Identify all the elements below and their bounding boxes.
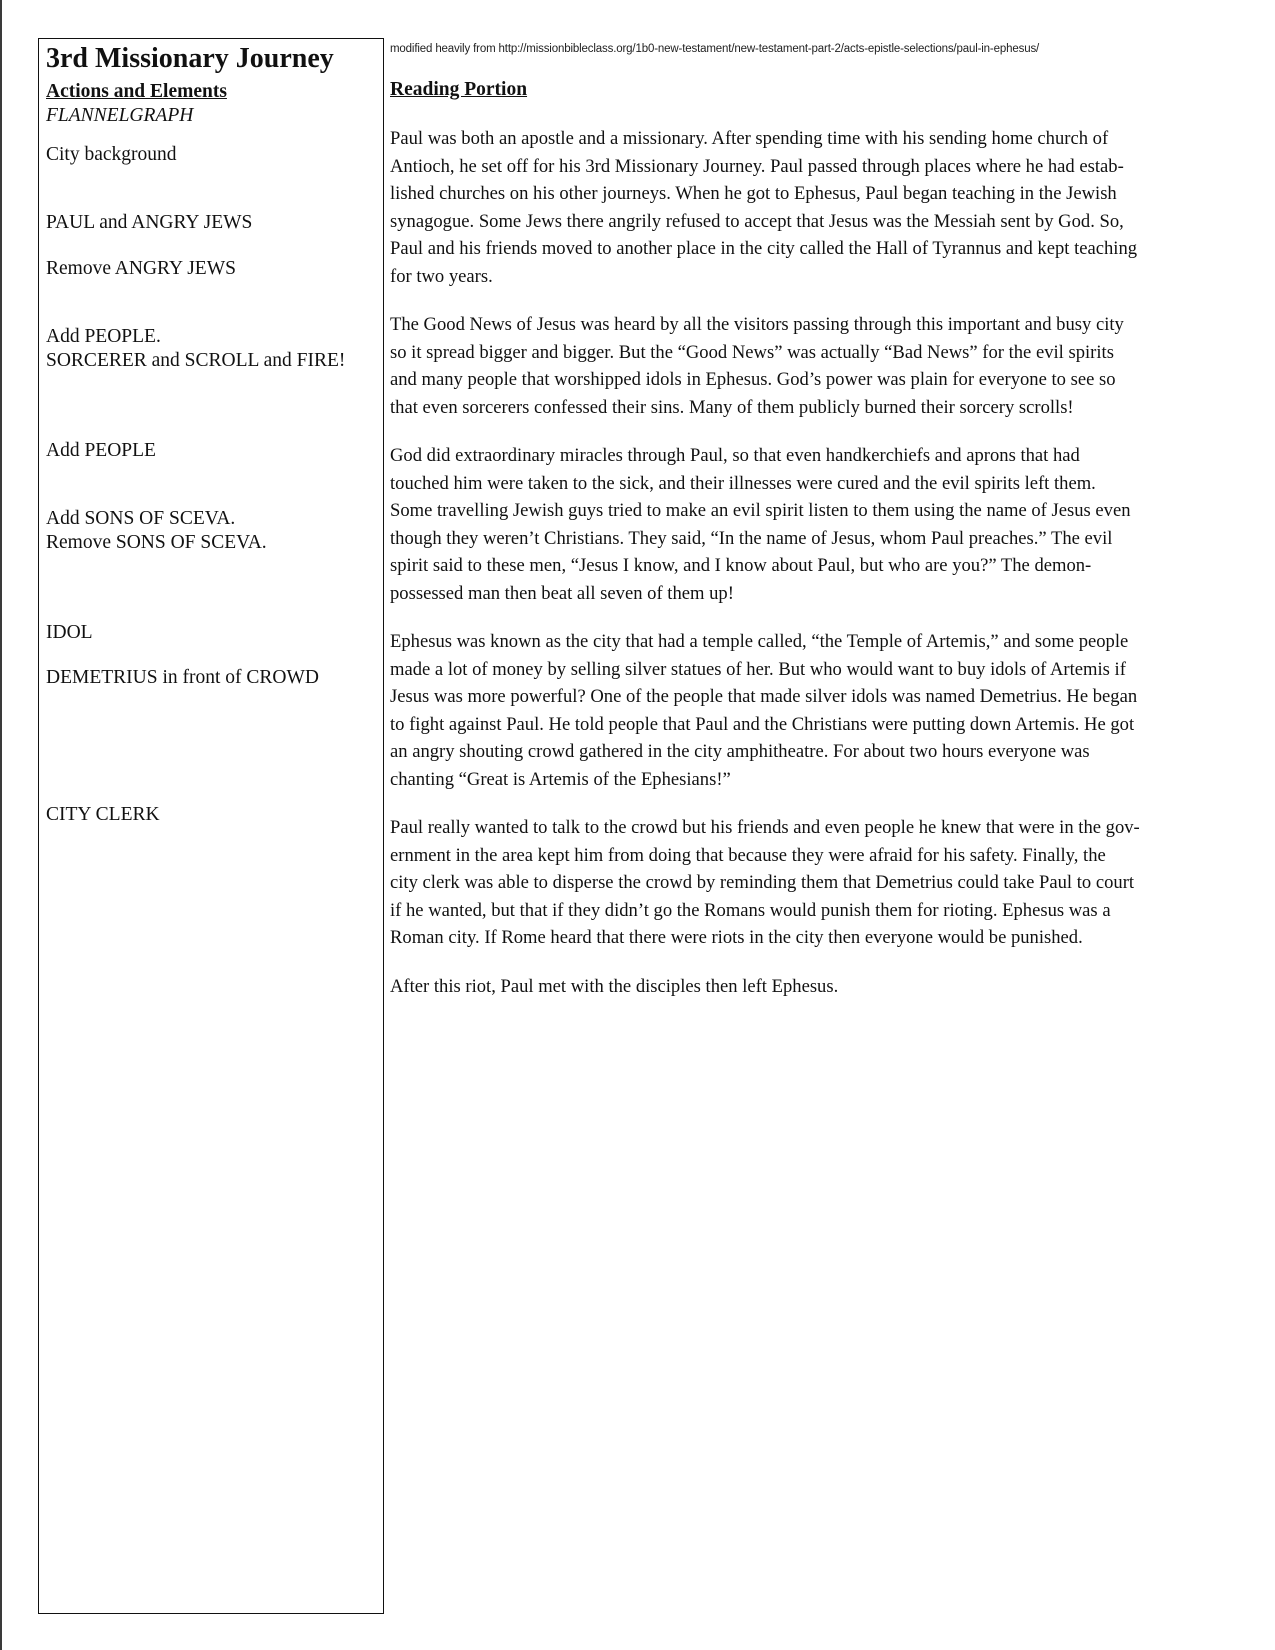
action-remove-angry-jews xyxy=(46,257,236,281)
page-left-edge xyxy=(0,0,2,1650)
text-line: Paul and his friends moved to another place in the city called the Hall of Tyrannus and kept teaching xyxy=(390,238,1138,259)
action-line: DEMETRIUS in front of CROWD xyxy=(46,667,319,688)
action-line: CITY CLERK xyxy=(46,804,160,825)
text-line: Paul was both an apostle and a missionary. After spending time with his sending home church of xyxy=(390,128,1109,149)
text-line: The Good News of Jesus was heard by all the visitors passing through this important and busy city xyxy=(390,314,1124,335)
text-line: ernment in the area kept him from doing that because they were afraid for his safety. Finally, the xyxy=(390,844,1106,866)
reading-body xyxy=(390,125,1235,1021)
action-line: Add PEOPLE xyxy=(46,440,156,461)
text-line: city clerk was able to disperse the crowd by reminding them that Demetrius could take Paul to court xyxy=(390,872,1135,893)
text-line: made a lot of money by selling silver statues of her. But who would want to buy idols of Artemis if xyxy=(390,658,1126,680)
paragraph-3 xyxy=(390,442,1235,607)
text-line: After this riot, Paul met with the disciples then left Ephesus. xyxy=(390,975,839,997)
panel-title: 3rd Missionary Journey xyxy=(46,43,334,74)
paragraph-4 xyxy=(390,628,1235,793)
panel-method: FLANNELGRAPH xyxy=(46,105,194,126)
action-line: Add PEOPLE. xyxy=(46,326,161,347)
reading-heading: Reading Portion xyxy=(390,79,528,100)
text-line: chanting “Great is Artemis of the Ephesians!” xyxy=(390,768,731,790)
action-line: SORCERER and SCROLL and FIRE! xyxy=(46,350,346,371)
text-line: synagogue. Some Jews there angrily refused to accept that Jesus was the Messiah sent by God. So, xyxy=(390,210,1124,232)
action-line: IDOL xyxy=(46,622,93,643)
panel-subtitle: Actions and Elements xyxy=(46,81,227,102)
action-paul-and-angry-jews xyxy=(46,211,252,235)
text-line: Antioch, he set off for his 3rd Missionary Journey. Paul passed through places where he had estab- xyxy=(390,155,1124,177)
action-city-background xyxy=(46,143,177,167)
action-demetrius xyxy=(46,666,319,690)
action-line: City background xyxy=(46,144,177,165)
text-line: God did extraordinary miracles through Paul, so that even handkerchiefs and aprons that had xyxy=(390,445,1080,466)
action-line: Remove SONS OF SCEVA. xyxy=(46,532,267,553)
paragraph-2 xyxy=(390,311,1235,421)
action-line: Add SONS OF SCEVA. xyxy=(46,508,236,529)
text-line: Ephesus was known as the city that had a temple called, “the Temple of Artemis,” and some people xyxy=(390,631,1129,652)
actions-panel xyxy=(38,38,384,1614)
text-line: Some travelling Jewish guys tried to make an evil spirit listen to them using the name of Jesus even xyxy=(390,500,1131,521)
paragraph-1 xyxy=(390,125,1235,290)
text-line: an angry shouting crowd gathered in the city amphitheatre. For about two hours everyone was xyxy=(390,741,1090,762)
text-line: though they weren’t Christians. They said, “In the name of Jesus, whom Paul preaches.” The evil xyxy=(390,527,1113,549)
action-line: PAUL and ANGRY JEWS xyxy=(46,212,253,233)
paragraph-5 xyxy=(390,814,1235,952)
action-add-people xyxy=(46,439,156,463)
action-sons-of-sceva xyxy=(46,507,267,555)
text-line: and many people that worshipped idols in Ephesus. God’s power was plain for everyone to see so xyxy=(390,369,1116,390)
action-idol xyxy=(46,621,93,645)
text-line: if he wanted, but that if they didn’t go the Romans would punish them for rioting. Ephesus was a xyxy=(390,899,1111,921)
text-line: possessed man then beat all seven of them up! xyxy=(390,582,734,604)
text-line: touched him were taken to the sick, and their illnesses were cured and the evil spirits left them. xyxy=(390,472,1096,494)
text-line: Jesus was more powerful? One of the people that made silver idols was named Demetrius. He began xyxy=(390,686,1138,707)
source-note: modified heavily from http://missionbibleclass.org/1b0-new-testament/new-testament-part-2/acts-epistle-selections/paul-in-ephesus/ xyxy=(390,43,1040,55)
text-line: to fight against Paul. He told people that Paul and the Christians were putting down Artemis. He got xyxy=(390,713,1135,735)
text-line: spirit said to these men, “Jesus I know, and I know about Paul, but who are you?” The demon- xyxy=(390,555,1092,576)
text-line: that even sorcerers confessed their sins. Many of them publicly burned their sorcery scrolls! xyxy=(390,396,1074,418)
action-city-clerk xyxy=(46,803,160,827)
text-line: for two years. xyxy=(390,265,493,287)
text-line: lished churches on his other journeys. When he got to Ephesus, Paul began teaching in the Jewish xyxy=(390,183,1117,204)
text-line: Roman city. If Rome heard that there were riots in the city then everyone would be punished. xyxy=(390,927,1083,948)
action-line: Remove ANGRY JEWS xyxy=(46,258,236,279)
text-line: Paul really wanted to talk to the crowd but his friends and even people he knew that were in the gov- xyxy=(390,817,1140,838)
text-line: so it spread bigger and bigger. But the “Good News” was actually “Bad News” for the evil spirits xyxy=(390,341,1114,363)
action-add-people-sorcerer xyxy=(46,325,345,373)
paragraph-6 xyxy=(390,973,1235,1001)
